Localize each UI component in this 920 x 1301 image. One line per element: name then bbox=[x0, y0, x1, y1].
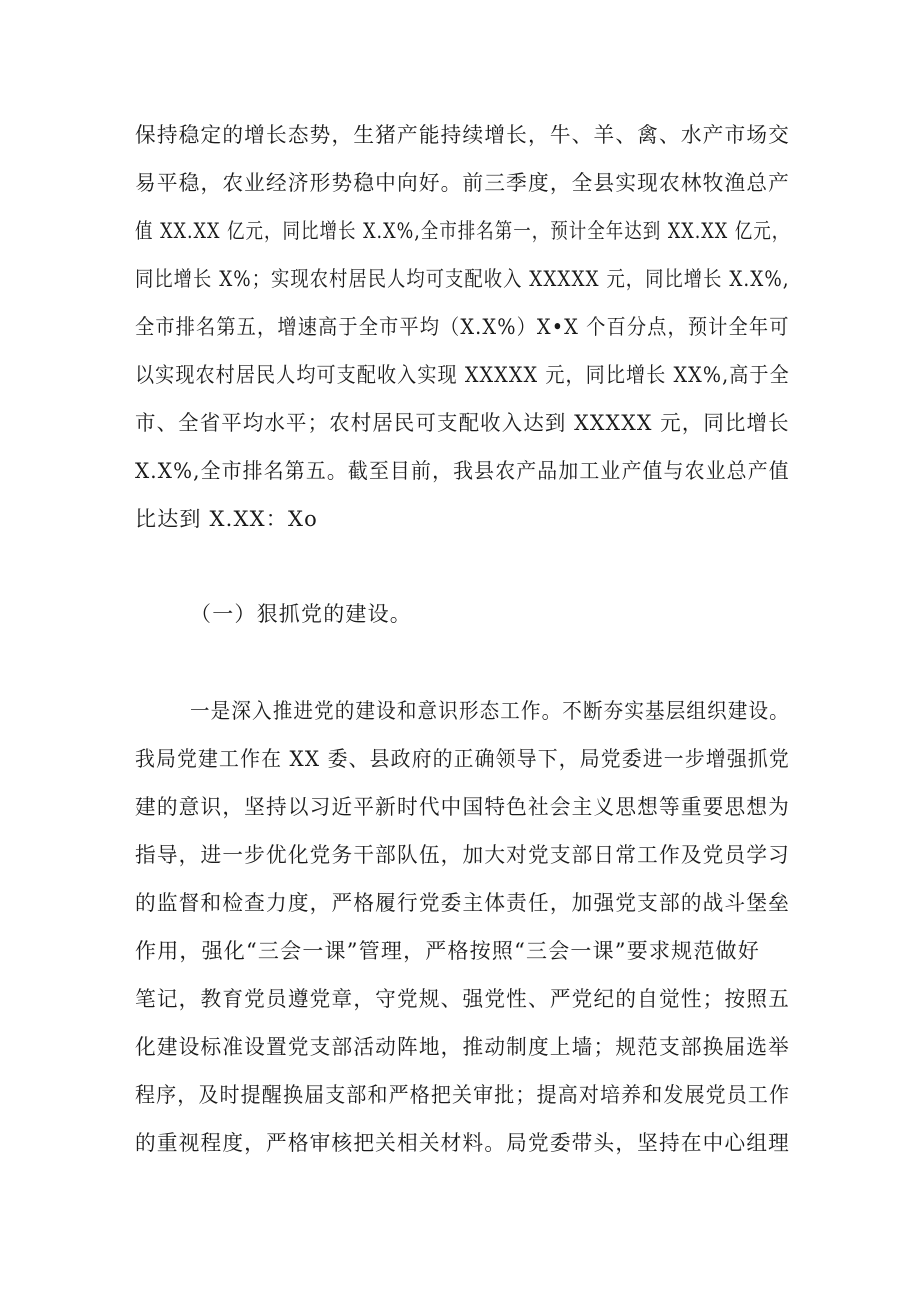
paragraph-line: 易平稳，农业经济形势稳中向好。前三季度，全县实现农林牧渔总产 bbox=[135, 171, 790, 195]
paragraph-line: 保持稳定的增长态势，生猪产能持续增长，牛、羊、禽、水产市场交 bbox=[135, 123, 790, 147]
paragraph-line: 全市排名第五，增速高于全市平均（X.X%）X•X 个百分点，预计全年可 bbox=[135, 315, 790, 339]
paragraph-line: 化建设标准设置党支部活动阵地，推动制度上墙；规范支部换届选举 bbox=[135, 1035, 790, 1059]
paragraph-line: 值 XX.XX 亿元，同比增长 X.X%,全市排名第一，预计全年达到 XX.XX 亿元， bbox=[135, 219, 791, 243]
paragraph-line: 以实现农村居民人均可支配收入实现 XXXXX 元，同比增长 XX%,高于全 bbox=[135, 363, 790, 387]
paragraph-line: 的监督和检查力度，严格履行党委主体责任，加强党支部的战斗堡垒 bbox=[135, 891, 790, 915]
paragraph-line: 比达到 X.XX：Xo bbox=[135, 507, 318, 531]
paragraph-line: 程序，及时提醒换届支部和严格把关审批；提高对培养和发展党员工作 bbox=[135, 1083, 791, 1107]
section-heading: （一）狠抓党的建设。 bbox=[190, 602, 412, 626]
paragraph-line: 我局党建工作在 XX 委、县政府的正确领导下，局党委进一步增强抓党 bbox=[135, 747, 790, 771]
paragraph-line: 的重视程度，严格审核把关相关材料。局党委带头，坚持在中心组理 bbox=[135, 1131, 790, 1155]
paragraph-line: 指导，进一步优化党务干部队伍，加大对党支部日常工作及党员学习 bbox=[135, 843, 790, 867]
paragraph-line: 笔记，教育党员遵党章，守党规、强党性、严党纪的自觉性；按照五 bbox=[135, 987, 790, 1011]
paragraph-line: 同比增长 X%；实现农村居民人均可支配收入 XXXXX 元，同比增长 X.X%, bbox=[135, 267, 790, 291]
paragraph-line: 作用，强化“三会一课”管理，严格按照“三会一课”要求规范做好 bbox=[135, 939, 760, 963]
paragraph-line: 一是深入推进党的建设和意识形态工作。不断夯实基层组织建设。 bbox=[190, 699, 790, 723]
paragraph-line: X.X%,全市排名第五。截至目前，我县农产品加工业产值与农业总产值 bbox=[135, 459, 790, 483]
paragraph-line: 市、全省平均水平；农村居民可支配收入达到 XXXXX 元，同比增长 bbox=[135, 411, 790, 435]
paragraph-line: 建的意识，坚持以习近平新时代中国特色社会主义思想等重要思想为 bbox=[135, 795, 790, 819]
